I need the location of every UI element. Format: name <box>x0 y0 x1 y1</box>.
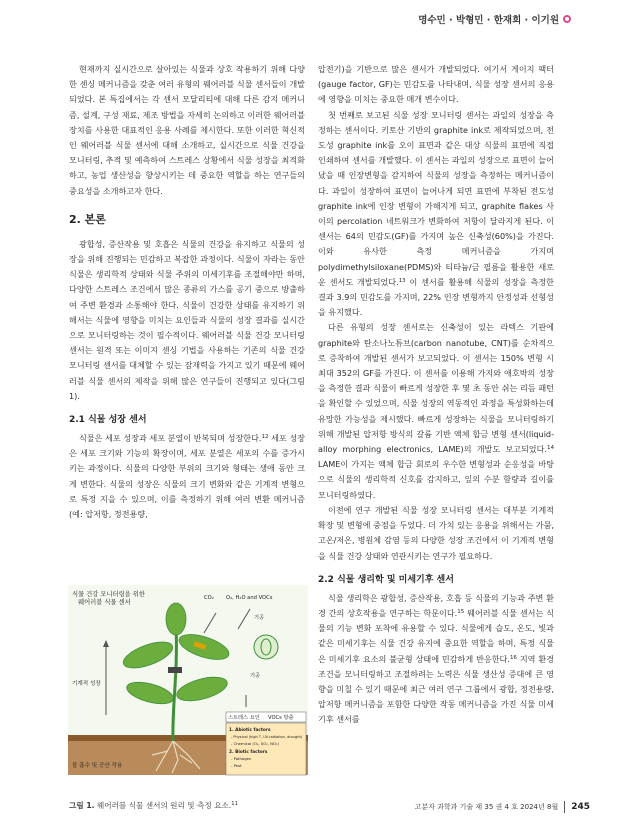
right-paragraph-4: 이전에 연구 개발된 식물 성장 모니터링 센서는 대부분 기계적 확장 및 변형에 중점을 두었다. 더 가치 있는 응용을 위해서는 가뭄, 고온/저온, 병원체 감염 등의 다양한 성장 조건에서 이 기계적 변형을 식물 건강 상태와 연관시키는 연구가 필요하다. <box>318 504 554 561</box>
figure-caption <box>69 800 309 811</box>
circle-mark-icon <box>563 15 571 23</box>
stomata-label: 기공 <box>250 673 261 679</box>
right-paragraph-1: 압전기)을 기반으로 많은 센서가 개발되었다. 여기서 게이지 팩터(gauge factor, GF)는 민감도를 나타내며, 식물 성장 센서의 응용에 영향을 미치는 중요한 매개 변수이다. <box>318 64 554 105</box>
plant-sensor-diagram <box>68 585 308 797</box>
citation: 12 <box>261 434 269 441</box>
growth-label: 기계적 성장 <box>72 681 101 687</box>
box-line-3: - Chemical (O₃, SO₂, NO₂) <box>231 741 279 746</box>
section-2-1-title: 2.1 식물 성장 센서 <box>69 415 147 426</box>
left-column <box>69 62 305 522</box>
footer-divider <box>564 801 565 813</box>
stem-strain-sensor <box>168 667 182 673</box>
box-line-2: - Physical (high T, UV-radiation, drought) <box>231 735 303 739</box>
voc-label: VOCs 방출 <box>268 715 294 721</box>
caption-label: 그림 1. <box>69 801 95 810</box>
figure-title-line2: 웨어러블 식물 센서 <box>78 599 131 606</box>
page-number: 245 <box>571 802 590 812</box>
page-footer <box>390 800 590 814</box>
citation: 11 <box>231 801 239 807</box>
gas-out-label: O₂, H₂O and VOCs <box>226 595 273 601</box>
section-2-1-paragraph: 식물은 세포 성장과 세포 분열이 반복되며 성장한다.$^{12}$ 세포 성장은 세포 크기와 기능의 확장이며, 세포 분열은 세포의 수를 증가시키는 과정이다. 식물의 다양한 부위의 크기와 형태는 생애 동안 크게 변한다. 식물의 성장은 식물의 크기 변화와 같은 기계적 변형으로 특정 지을 수 있으며, 이를 측정하기 위해 여러 변환 메커니즘(예: 압저항, 정전용량, <box>69 433 305 520</box>
section-2-title: 2. 본론 <box>69 212 106 226</box>
authors: 명수민 · 박형민 · 한재희 · 이기원 <box>418 15 559 26</box>
top-stomata-label: 기공 <box>254 615 265 621</box>
stress-label: 스트레스 요인 <box>228 715 260 721</box>
box-line-6: - Pest <box>231 763 242 768</box>
box-line-4: 2. Biotic factors <box>229 750 268 755</box>
box-line-1: 1. Abiotic factors <box>229 728 271 733</box>
intro-paragraph: 현재까지 실시간으로 살아있는 식물과 상호 작용하기 위해 다양한 센싱 메커니즘을 갖춘 여러 유형의 웨어러블 식물 센서들이 개발되었다. 본 특집에서는 각 센서 모달리티에 대해 다른 감지 메커니즘, 설계, 구성 재료, 제조 방법을 자세히 논의하고 이러한 웨어러블 장치를 사용한 대표적인 응용 사례를 제시한다. 또한 이러한 혁신적인 웨어러블 식물 센서에 대해 소개하고, 실시간으로 식물 건강을 모니터링, 추적 및 예측하여 스트레스 상황에서 식물 성장을 최적화하고, 농업 생산성을 향상시키는 데 중요한 역할을 하는 연구들의 중요성을 소개하고자 한다. <box>69 64 305 196</box>
right-column <box>318 62 554 728</box>
right-paragraph-2: 첫 번째로 보고된 식물 성장 모니터링 센서는 과일의 성장을 측정하는 센서이다. 키토산 기반의 graphite ink로 제작되었으며, 전도성 graphite ink를 오이 표면과 같은 대상 식물의 표면에 직접 인쇄하여 센서를 개발했다. 이 센서는 과일의 성장으로 표면이 늘어났을 때 인장변형을 감지하여 식물의 성장을 측정하는 메커니즘이다. 과일이 성장하여 표면이 늘어나게 되면 표면에 부착된 전도성 graphite ink에 인장 변형이 가해지게 되고, graphite flakes 사이의 percolation 네트워크가 변화하여 저항이 달라지게 된다. 이 센서는 64의 민감도(GF)를 가지며 높은 신축성(60%)을 가진다. 이와 유사한 측정 메커니즘을 가지며 polydimethylsiloxane(PDMS)와 티타늄/금 필름을 활용한 새로운 센서도 개발되었다.$^{13}$ 이 센서를 활용해 식물의 성장을 측정한 결과 3.9의 민감도를 가지며, 22% 인장 변형까지 안정성과 선형성을 유지했다. <box>318 109 554 318</box>
caption-text: 웨어러블 식물 센서의 원리 및 측정 요소. <box>94 801 232 810</box>
citation: 16 <box>509 654 517 661</box>
figure-title-line1: 식물 건강 모니터링을 위한 <box>72 591 145 598</box>
water-label: 물 흡수 및 증산 작용 <box>72 763 123 769</box>
page-header <box>418 10 571 28</box>
journal-info: 고분자 과학과 기술 제 35 권 4 호 2024년 8월 <box>414 803 559 811</box>
section-2-paragraph: 광합성, 증산작용 및 호흡은 식물의 건강을 유지하고 식물의 성장을 위해 진행되는 민감하고 복잡한 과정이다. 식물이 자라는 동안 식물은 생리학적 상태와 식물 주위의 미세기후를 조절해야만 하며, 다양한 스트레스 조건에서 많은 종류의 가스를 공기 중으로 방출하여 주변 환경과 소통해야 한다. 식물이 건강한 상태를 유지하기 위해서는 식물에 영향을 미치는 요인들과 식물의 성장 결과를 실시간으로 모니터링하는 것이 필수적이다. 웨어러블 식물 건강 모니터링 센서는 원격 또는 이미지 센싱 기법을 사용하는 기존의 식물 건강 모니터링 센서를 대체할 수 있는 잠재력을 가지고 있기 때문에 웨어러블 식물 센서의 제작을 위해 많은 연구들이 진행되고 있다(그림 1). <box>69 238 305 401</box>
citation: 13 <box>398 277 406 284</box>
right-paragraph-3: 다른 유형의 성장 센서로는 신축성이 있는 라텍스 기판에 graphite와 탄소나노튜브(carbon nanotube, CNT)를 순차적으로 증착하여 개발된 센서가 보고되었다. 이 센서는 150% 변형 시 최대 352의 GF를 가진다. 이 센서를 이용해 가지와 애호박의 성장을 측정한 결과 식물이 빠르게 성장한 후 몇 초 동안 쉬는 리듬 패턴을 확인할 수 있었으며, 식물 성장의 역동적인 과정을 특성화하는데 유망한 가능성을 제시했다. 빠르게 성장하는 식물을 모니터링하기 위해 개발된 압저항 방식의 갈륨 기반 액체 합금 변형 센서(liquid-alloy morphing electronics, LAME)의 개발도 보고되었다.$^{14}$ LAME이 가지는 액체 합금 회로의 우수한 변형성과 순응성을 바탕으로 식물의 생리학적 신호를 감지하고, 잎의 수분 함량과 길이를 모니터링하였다. <box>318 322 554 500</box>
figure-1 <box>68 585 308 813</box>
section-2-2-title: 2.2 식물 생리학 및 미세기후 센서 <box>318 574 454 585</box>
citation: 14 <box>547 445 554 452</box>
box-line-5: - Pathogen <box>231 756 252 761</box>
co2-label: CO₂ <box>204 595 214 601</box>
right-paragraph-5: 식물 생리학은 광합성, 증산작용, 호흡 등 식물의 기능과 주변 환경 간의 상호작용을 연구하는 학문이다.$^{15}$ 웨어러블 식물 센서는 식물의 기능 변화 포착에 유용할 수 있다. 식물에게 습도, 온도, 빛과 같은 미세기후는 식물 건강 유지에 중요한 역할을 하며, 특정 식물은 미세기후 요소의 불균형 상태에 민감하게 반응한다.$^{16}$ 지역 환경 조건을 모니터링하고 조절하려는 노력은 식물 생산성 증대에 큰 영향을 미칠 수 있기 때문에 최근 여러 연구 그룹에서 광합, 정전용량, 압저항 메커니즘을 포함한 다양한 작동 메커니즘을 가진 식물 미세기후 센서를 <box>318 592 555 725</box>
citation: 15 <box>457 608 465 615</box>
